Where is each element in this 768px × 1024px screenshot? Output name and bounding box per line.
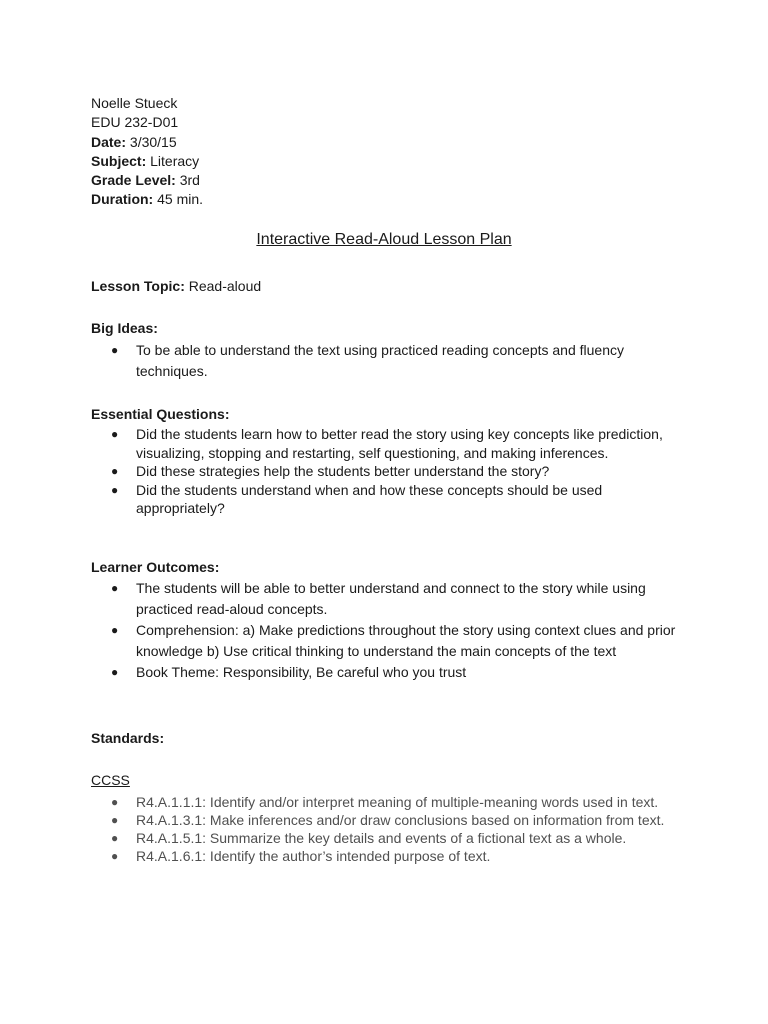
list-item: ● To be able to understand the text using practiced reading concepts and fluency techniques. bbox=[111, 342, 624, 379]
essential-questions-list bbox=[91, 425, 691, 518]
list-item: ● Did the students learn how to better read the story using key concepts like prediction, visualizing, stopping and restarting, self questioning, and making inferences. bbox=[111, 426, 663, 461]
bullet-icon: ● bbox=[111, 623, 119, 637]
date-label: Date: bbox=[91, 133, 127, 150]
subject-value: Literacy bbox=[150, 152, 200, 169]
standards-heading: Standards: bbox=[91, 730, 165, 746]
grade-label: Grade Level: bbox=[91, 172, 176, 189]
list-item: ● R4.A.1.5.1: Summarize the key details and events of a fictional text as a whole. bbox=[111, 830, 627, 846]
author-name: Noelle Stueck bbox=[91, 95, 178, 111]
list-item: ● R4.A.1.1.1: Identify and/or interpret meaning of multiple-meaning words used in text. bbox=[111, 794, 659, 810]
bullet-icon: ● bbox=[111, 482, 119, 497]
subject-label: Subject: bbox=[91, 152, 147, 169]
ccss-heading: CCSS bbox=[91, 772, 130, 788]
duration-value: 45 min. bbox=[157, 191, 204, 208]
bullet-icon: ● bbox=[111, 581, 119, 595]
header-block bbox=[91, 94, 203, 210]
ccss-standards-list bbox=[91, 793, 691, 865]
big-ideas-heading: Big Ideas: bbox=[91, 320, 158, 336]
big-ideas-list bbox=[91, 340, 691, 382]
list-item: ● Book Theme: Responsibility, Be careful who you trust bbox=[91, 662, 691, 683]
document-title: Interactive Read-Aloud Lesson Plan bbox=[256, 231, 512, 248]
bullet-icon: ● bbox=[111, 813, 119, 827]
bullet-icon: ● bbox=[111, 427, 119, 441]
course-code: EDU 232-D01 bbox=[91, 114, 179, 131]
list-item: ● The students will be able to better understand and connect to the story while using practiced read-aloud concepts. bbox=[111, 580, 646, 617]
lesson-topic-line bbox=[91, 276, 261, 296]
list-item: ● R4.A.1.6.1: Identify the author’s intended purpose of text. bbox=[111, 848, 491, 864]
bullet-icon: ● bbox=[111, 464, 119, 478]
list-item: ● R4.A.1.3.1: Make inferences and/or draw conclusions based on information from text. bbox=[111, 812, 665, 828]
bullet-icon: ● bbox=[111, 795, 119, 809]
list-item: ● Did the students understand when and how these concepts should be used appropriately? bbox=[111, 481, 603, 516]
duration-line bbox=[91, 190, 203, 209]
bullet-icon: ● bbox=[111, 849, 119, 863]
learner-outcomes-list bbox=[91, 578, 691, 684]
bullet-icon: ● bbox=[111, 343, 119, 357]
grade-line bbox=[91, 171, 203, 190]
subject-line bbox=[91, 152, 203, 171]
duration-label: Duration: bbox=[91, 191, 154, 208]
list-item: ● Did these strategies help the students better understand the story? bbox=[111, 463, 550, 479]
lesson-topic-label: Lesson Topic: bbox=[91, 278, 185, 294]
date-value: 3/30/15 bbox=[129, 133, 177, 150]
bullet-icon: ● bbox=[111, 831, 119, 845]
bullet-icon: ● bbox=[111, 665, 119, 679]
date-line bbox=[91, 133, 203, 152]
grade-value: 3rd bbox=[179, 172, 200, 189]
learner-outcomes-heading: Learner Outcomes: bbox=[91, 559, 220, 575]
list-item: ● Comprehension: a) Make predictions throughout the story using context clues and prior knowledge b) Use critical thinking to understand the main concepts of the text bbox=[111, 622, 676, 659]
lesson-topic-value: Read-aloud bbox=[188, 278, 262, 294]
essential-questions-heading: Essential Questions: bbox=[91, 406, 230, 422]
